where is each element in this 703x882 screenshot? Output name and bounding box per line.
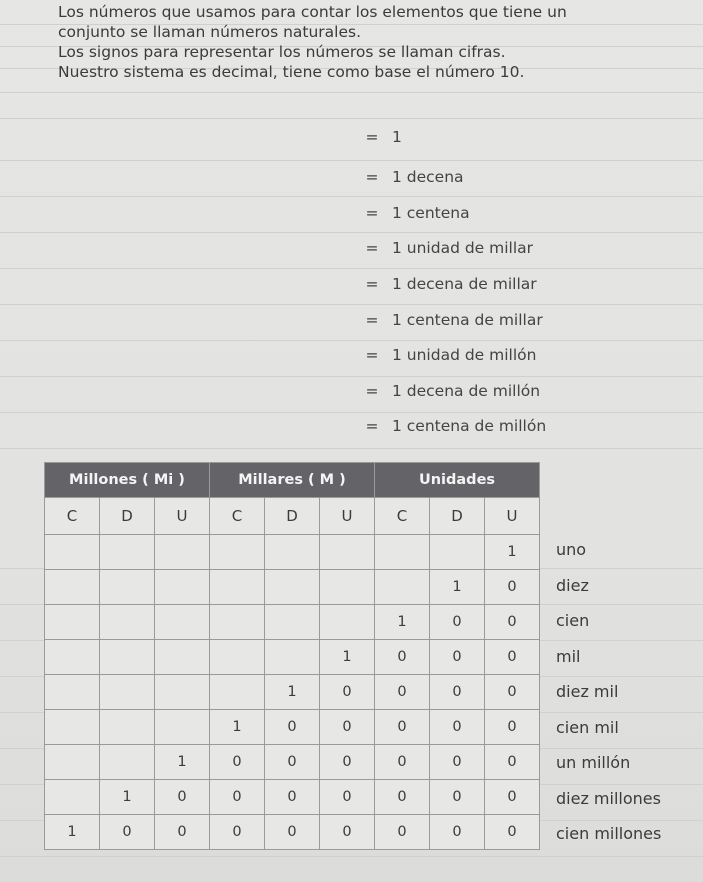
digit-cell (320, 605, 375, 640)
equals-sign: = (365, 382, 379, 400)
digit-cell: 0 (485, 710, 540, 745)
digit-cell: 0 (485, 815, 540, 850)
intro-line: Los signos para representar los números se llaman cifras. (58, 43, 506, 61)
column-header: C (45, 498, 100, 535)
ruled-line (0, 118, 703, 119)
table-row (45, 780, 540, 815)
column-header: U (155, 498, 210, 535)
table-row (45, 710, 540, 745)
table-row (45, 570, 540, 605)
digit-cell (45, 640, 100, 675)
digit-cell: 0 (375, 640, 430, 675)
number-name: un millón (556, 753, 631, 772)
digit-cell: 0 (320, 780, 375, 815)
equals-sign: = (365, 168, 379, 186)
ruled-line (0, 160, 703, 161)
ruled-line (0, 340, 703, 341)
digit-cell: 1 (430, 570, 485, 605)
digit-cell: 0 (320, 710, 375, 745)
ruled-line (0, 232, 703, 233)
digit-cell (210, 570, 265, 605)
equals-sign: = (365, 204, 379, 222)
digit-cell: 0 (430, 640, 485, 675)
number-name: uno (556, 540, 587, 559)
digit-cell (45, 535, 100, 570)
digit-cell: 0 (265, 815, 320, 850)
digit-cell: 0 (430, 780, 485, 815)
digit-cell (210, 640, 265, 675)
digit-cell (320, 570, 375, 605)
digit-cell: 0 (155, 815, 210, 850)
equivalence-right: 1 decena (392, 168, 464, 186)
digit-cell: 0 (430, 815, 485, 850)
column-header: D (100, 498, 155, 535)
digit-cell (45, 675, 100, 710)
place-value-body (45, 535, 540, 850)
group-header-thousands: Millares ( M ) (210, 463, 375, 498)
digit-cell (45, 605, 100, 640)
digit-cell (155, 605, 210, 640)
digit-cell: 0 (210, 745, 265, 780)
column-header: C (210, 498, 265, 535)
intro-line: Los números que usamos para contar los elementos que tiene un (58, 3, 567, 21)
equals-sign: = (365, 275, 379, 293)
digit-cell: 0 (100, 815, 155, 850)
digit-cell: 1 (210, 710, 265, 745)
digit-cell: 0 (210, 815, 265, 850)
digit-cell (210, 535, 265, 570)
equals-sign: = (365, 239, 379, 257)
digit-cell: 0 (320, 815, 375, 850)
equals-sign: = (365, 311, 379, 329)
equivalence-right: 1 decena de millar (392, 275, 537, 293)
equivalence-right: 1 unidad de millar (392, 239, 534, 257)
digit-cell: 0 (485, 675, 540, 710)
ruled-line (0, 196, 703, 197)
digit-cell: 1 (320, 640, 375, 675)
digit-cell (155, 675, 210, 710)
ruled-line (0, 856, 703, 857)
ruled-line (0, 412, 703, 413)
digit-cell: 1 (100, 780, 155, 815)
number-name: diez mil (556, 682, 619, 701)
intro-line: Nuestro sistema es decimal, tiene como base el número 10. (58, 63, 525, 81)
number-name: cien millones (556, 824, 662, 843)
table-row (45, 675, 540, 710)
intro-line: conjunto se llaman números naturales. (58, 23, 362, 41)
table-row (45, 745, 540, 780)
equivalence-right: 1 centena (392, 204, 470, 222)
number-name: diez (556, 575, 589, 595)
digit-cell (100, 675, 155, 710)
digit-cell: 0 (485, 780, 540, 815)
digit-cell: 0 (265, 745, 320, 780)
ruled-line (0, 92, 703, 93)
column-header: U (485, 498, 540, 535)
digit-cell (155, 570, 210, 605)
digit-cell (100, 745, 155, 780)
ruled-line (0, 376, 703, 377)
digit-cell: 0 (375, 745, 430, 780)
digit-cell: 0 (265, 710, 320, 745)
number-name: cien (556, 611, 590, 630)
digit-cell (45, 745, 100, 780)
group-header-millions: Millones ( Mi ) (45, 463, 210, 498)
digit-cell: 0 (375, 675, 430, 710)
digit-cell (100, 535, 155, 570)
equals-sign: = (365, 417, 379, 435)
digit-cell (265, 570, 320, 605)
place-value-table (44, 462, 540, 850)
digit-cell: 0 (485, 605, 540, 640)
digit-cell: 0 (375, 710, 430, 745)
digit-cell (100, 710, 155, 745)
column-header: D (265, 498, 320, 535)
column-header-row (45, 498, 540, 535)
ruled-line (0, 448, 703, 449)
digit-cell: 0 (210, 780, 265, 815)
digit-cell (100, 605, 155, 640)
digit-cell (45, 570, 100, 605)
digit-cell (210, 605, 265, 640)
digit-cell: 0 (320, 745, 375, 780)
table-row (45, 815, 540, 850)
equivalence-right: 1 (392, 128, 402, 146)
group-header-units: Unidades (375, 463, 540, 498)
digit-cell: 0 (430, 710, 485, 745)
digit-cell: 1 (265, 675, 320, 710)
digit-cell: 0 (375, 815, 430, 850)
equivalence-right: 1 unidad de millón (392, 346, 537, 364)
equivalence-right: 1 decena de millón (392, 382, 541, 400)
digit-cell: 0 (485, 745, 540, 780)
equals-sign: = (365, 128, 379, 146)
digit-cell (210, 675, 265, 710)
table-row (45, 640, 540, 675)
digit-cell (265, 640, 320, 675)
column-header: D (430, 498, 485, 535)
digit-cell: 0 (375, 780, 430, 815)
digit-cell: 0 (430, 605, 485, 640)
digit-cell (375, 570, 430, 605)
number-name: mil (556, 646, 581, 666)
equivalence-right: 1 centena de millar (392, 311, 543, 329)
digit-cell (45, 710, 100, 745)
digit-cell: 0 (265, 780, 320, 815)
digit-cell: 1 (375, 605, 430, 640)
digit-cell: 1 (45, 815, 100, 850)
digit-cell: 1 (485, 535, 540, 570)
digit-cell (100, 570, 155, 605)
digit-cell (100, 640, 155, 675)
digit-cell: 1 (155, 745, 210, 780)
digit-cell (265, 605, 320, 640)
digit-cell: 0 (430, 675, 485, 710)
table-row (45, 535, 540, 570)
digit-cell (265, 535, 320, 570)
digit-cell: 0 (155, 780, 210, 815)
digit-cell: 0 (485, 570, 540, 605)
digit-cell: 0 (320, 675, 375, 710)
intro-text (58, 2, 678, 82)
digit-cell (320, 535, 375, 570)
number-name: cien mil (556, 717, 619, 737)
group-header-row (45, 463, 540, 498)
digit-cell (155, 640, 210, 675)
digit-cell: 0 (430, 745, 485, 780)
digit-cell (45, 780, 100, 815)
digit-cell (155, 710, 210, 745)
equals-sign: = (365, 346, 379, 364)
ruled-line (0, 268, 703, 269)
equivalence-right: 1 centena de millón (392, 417, 547, 435)
column-header: C (375, 498, 430, 535)
ruled-line (0, 304, 703, 305)
digit-cell (155, 535, 210, 570)
table-row (45, 605, 540, 640)
digit-cell (375, 535, 430, 570)
column-header: U (320, 498, 375, 535)
digit-cell: 0 (485, 640, 540, 675)
number-name: diez millones (556, 788, 661, 808)
digit-cell (430, 535, 485, 570)
